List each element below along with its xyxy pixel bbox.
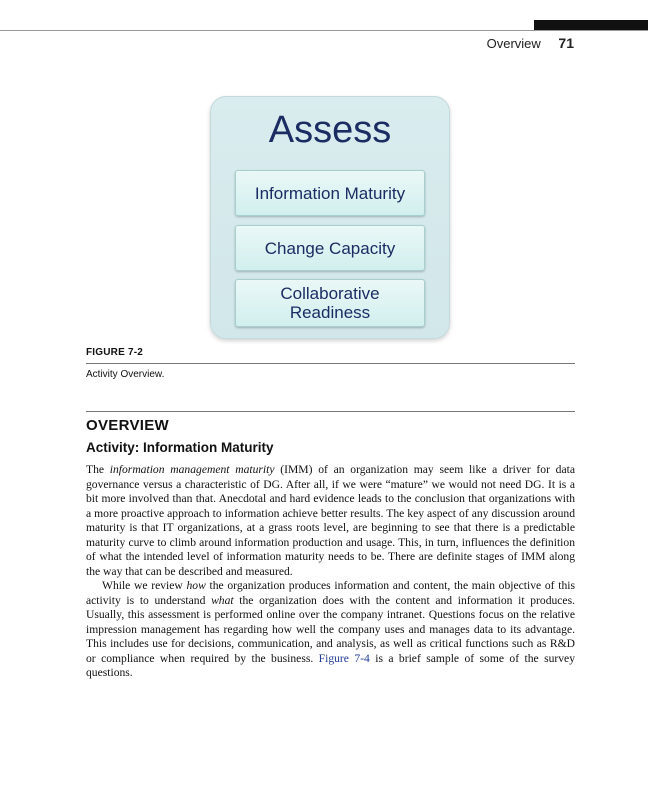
subsection-heading: Activity: Information Maturity (86, 440, 274, 455)
italic-term: information management maturity (109, 463, 275, 476)
italic-term: what (211, 593, 234, 607)
figure-reference-link[interactable]: Figure 7-4 (318, 651, 370, 665)
figure-rule (86, 363, 575, 364)
figure-caption: Activity Overview. (86, 369, 165, 380)
figure-item-collaborative-readiness (235, 279, 425, 327)
italic-term: how (186, 579, 206, 592)
paragraph-1 (86, 463, 575, 579)
figure-label: FIGURE 7-2 (86, 347, 144, 358)
header-rule (0, 30, 648, 31)
text-run: is a brief sample of some of the survey questions. (86, 651, 575, 679)
figure-item-change-capacity: Change Capacity (235, 225, 425, 271)
figure-item-label: Collaborative Readiness (280, 284, 380, 322)
paragraph-2 (86, 579, 575, 681)
text-run: The (86, 463, 110, 476)
running-head-section: Overview (486, 36, 541, 51)
text-run: the organization produces information and content, the main objective of this activity is to understand (86, 579, 575, 607)
page-number: 71 (558, 35, 574, 51)
figure-diagram (210, 96, 450, 339)
text-run: the organization does with the content and information it produces. Usually, this assessment is performed online over the company intranet. Questions focus on the relative impression management has regarding how well the company uses and manages data to its advantage. This includes use for decisions, communication, and analysis, as well as critical functions such as R&D or compliance when required by the business. (86, 593, 575, 665)
body-text (86, 463, 575, 681)
section-heading: OVERVIEW (86, 417, 169, 434)
figure-item-information-maturity: Information Maturity (235, 170, 425, 216)
running-head (487, 35, 574, 51)
figure-title: Assess (268, 109, 392, 151)
text-run: While we review (102, 579, 187, 592)
text-run: (IMM) of an organization may seem like a driver for data governance versus a characteristic of DG. After all, if we were “mature” we would not need DG. It is a bit more involved than that. Anecdotal and hard evidence leads to the conclusion that organizations with a more proactive approach to information achieve better results. The key aspect of any discussion around maturity is that IT organizations, at a grass roots level, are beginning to see that there is a predictable maturity curve to climb around information production and usage. This, in turn, influences the definition of what the intended level of information maturity needs to be. There are definite stages of IMM along the way that can be described and measured. (86, 463, 575, 578)
section-rule (86, 411, 575, 412)
